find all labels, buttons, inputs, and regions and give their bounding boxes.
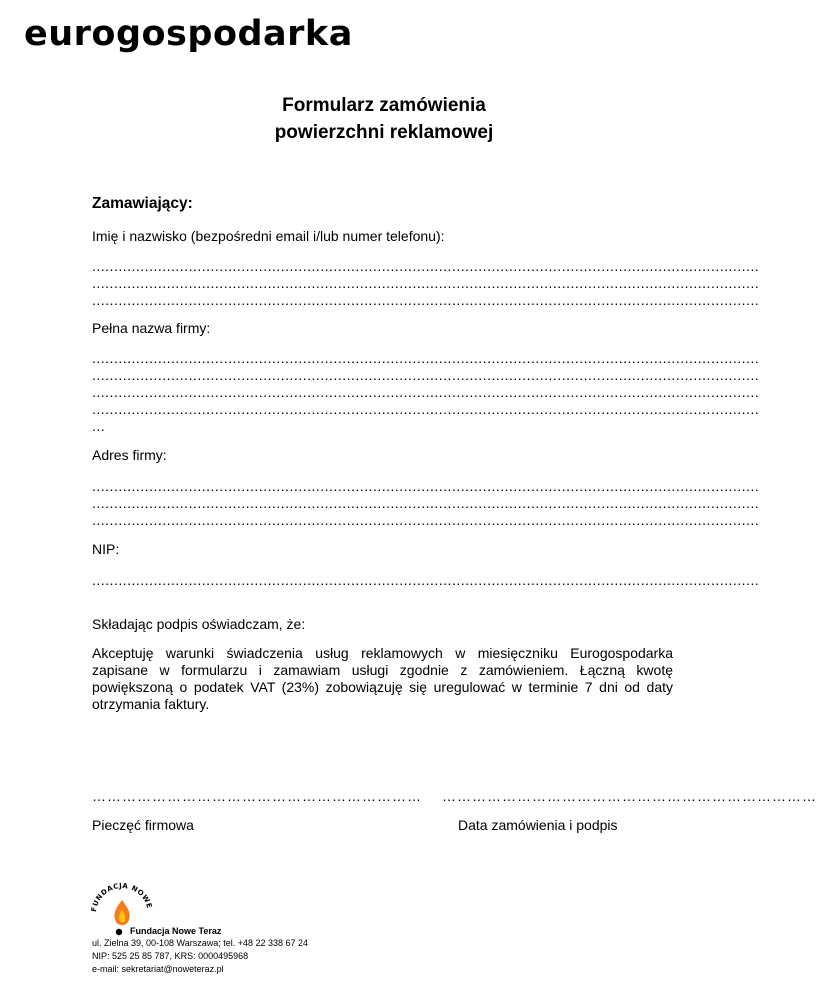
form-title-line-2: powierzchni reklamowej — [274, 122, 494, 143]
nip-label: NIP: — [92, 541, 120, 557]
company-label: Pełna nazwa firmy: — [92, 320, 211, 336]
brand-logo: eurogospodarka — [24, 14, 353, 54]
company-field-line-1[interactable]: ........................................................................................................................................................ — [92, 350, 760, 366]
date-signature-field[interactable]: ………………………………………………………………… — [442, 788, 817, 804]
seal-dot-icon — [116, 929, 122, 935]
name-field-line-3[interactable]: ........................................................................................................................................................ — [92, 292, 760, 308]
orderer-heading: Zamawiający: — [92, 195, 193, 212]
seal-lettering: FUNDACJA NOWE — [90, 881, 154, 913]
name-field-line-2[interactable]: ........................................................................................................................................................ — [92, 275, 760, 291]
footer-email: e-mail: sekretariat@noweteraz.pl — [92, 964, 224, 974]
address-label: Adres firmy: — [92, 447, 167, 463]
footer-org-name: Fundacja Nowe Teraz — [130, 926, 222, 936]
form-title-line-1: Formularz zamówienia — [282, 95, 486, 116]
name-label: Imię i nazwisko (bezpośredni email i/lub numer telefonu): — [92, 228, 445, 244]
company-field-line-2[interactable]: ........................................................................................................................................................ — [92, 367, 760, 383]
footer-ids: NIP: 525 25 85 787, KRS: 0000495968 — [92, 951, 249, 961]
declaration-text: Akceptuję warunki świadczenia usług reklamowych w miesięczniku Eurogospodarka zapisane w formularzu i zamawiam usługi zgodnie z zamówieniem. Łączną kwotę powiększoną o podatek VAT (23%) zobowiązuję się uregulować w terminie 7 dni od daty otrzymania faktury. — [92, 645, 673, 712]
name-field-line-1[interactable]: ........................................................................................................................................................ — [92, 258, 760, 274]
nip-field[interactable]: ........................................................................................................................................................ — [92, 572, 760, 588]
declaration-heading: Składając podpis oświadczam, że: — [92, 616, 306, 632]
address-field-line-2[interactable]: ........................................................................................................................................................ — [92, 495, 760, 511]
company-field-line-4[interactable]: ........................................................................................................................................................ — [92, 401, 760, 417]
stamp-field[interactable]: ………………………………………………………… — [92, 788, 422, 804]
stamp-label: Pieczęć firmowa — [92, 817, 194, 833]
company-field-trailing[interactable]: ... — [92, 418, 106, 434]
address-field-line-3[interactable]: ........................................................................................................................................................ — [92, 512, 760, 528]
company-field-line-3[interactable]: ........................................................................................................................................................ — [92, 384, 760, 400]
footer-address: ul. Zielna 39, 00-108 Warszawa; tel. +48 22 338 67 24 — [92, 938, 309, 948]
address-field-line-1[interactable]: ........................................................................................................................................................ — [92, 478, 760, 494]
date-signature-label: Data zamówienia i podpis — [458, 817, 618, 833]
